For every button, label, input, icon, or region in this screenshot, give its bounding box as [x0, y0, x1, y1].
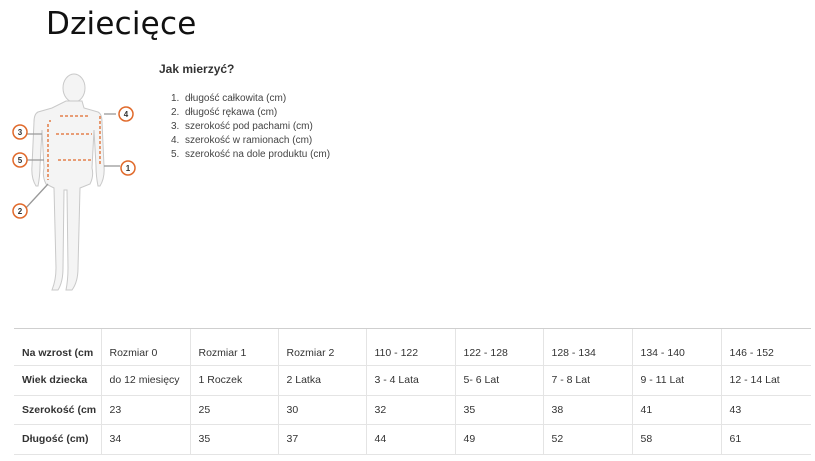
- row-age: [14, 366, 811, 396]
- instructions-list: [159, 92, 330, 162]
- table-cell: 58: [632, 425, 721, 455]
- row-height: [14, 329, 811, 366]
- table-cell: 49: [455, 425, 543, 455]
- table-cell: 110 - 122: [366, 329, 455, 366]
- row-length: [14, 425, 811, 455]
- table-cell: Rozmiar 0: [101, 329, 190, 366]
- table-cell: do 12 miesięcy: [101, 366, 190, 396]
- table-cell: 23: [101, 395, 190, 425]
- table-cell: 25: [190, 395, 278, 425]
- marker-2: [13, 204, 27, 218]
- table-cell: 9 - 11 Lat: [632, 366, 721, 396]
- table-cell: 2 Latka: [278, 366, 366, 396]
- table-cell: 7 - 8 Lat: [543, 366, 632, 396]
- instruction-item: 4. szerokość w ramionach (cm): [171, 135, 313, 146]
- table-cell: 30: [278, 395, 366, 425]
- marker-3: [13, 125, 27, 139]
- table-cell: 5- 6 Lat: [455, 366, 543, 396]
- page-title: Dziecięce: [46, 6, 197, 42]
- svg-text:5: 5: [17, 156, 23, 165]
- table-cell: 43: [721, 395, 811, 425]
- table-cell: 128 - 134: [543, 329, 632, 366]
- table-cell: 35: [455, 395, 543, 425]
- child-silhouette-illustration: [8, 68, 148, 300]
- size-table-container: [14, 328, 811, 455]
- measurement-instructions: [159, 62, 330, 162]
- marker-4: [119, 107, 133, 121]
- table-cell: 32: [366, 395, 455, 425]
- row-header-cell: Szerokość (cm: [14, 395, 101, 425]
- table-cell: 134 - 140: [632, 329, 721, 366]
- table-cell: 52: [543, 425, 632, 455]
- table-cell: 146 - 152: [721, 329, 811, 366]
- marker-5: [13, 153, 27, 167]
- svg-text:2: 2: [17, 207, 23, 216]
- table-cell: 44: [366, 425, 455, 455]
- instruction-item: 2. długość rękawa (cm): [171, 107, 278, 118]
- table-cell: Rozmiar 1: [190, 329, 278, 366]
- instruction-item: 5. szerokość na dole produktu (cm): [171, 149, 331, 160]
- table-cell: 34: [101, 425, 190, 455]
- marker-1: [121, 161, 135, 175]
- table-cell: 3 - 4 Lata: [366, 366, 455, 396]
- row-width: [14, 395, 811, 425]
- instruction-item: 1. długość całkowita (cm): [171, 93, 287, 104]
- table-cell: 1 Roczek: [190, 366, 278, 396]
- instructions-title: Jak mierzyć?: [159, 62, 235, 76]
- table-cell: Rozmiar 2: [278, 329, 366, 366]
- table-cell: 61: [721, 425, 811, 455]
- svg-text:1: 1: [125, 164, 131, 173]
- instruction-item: 3. szerokość pod pachami (cm): [171, 121, 313, 132]
- row-header-cell: Wiek dziecka: [14, 366, 101, 396]
- table-cell: 35: [190, 425, 278, 455]
- row-header-cell: Na wzrost (cm: [14, 329, 101, 366]
- table-cell: 12 - 14 Lat: [721, 366, 811, 396]
- svg-text:4: 4: [123, 110, 129, 119]
- size-table: [14, 329, 811, 455]
- table-cell: 122 - 128: [455, 329, 543, 366]
- row-header-cell: Długość (cm): [14, 425, 101, 455]
- measurement-figure: [8, 68, 148, 300]
- svg-text:3: 3: [17, 128, 23, 137]
- table-cell: 37: [278, 425, 366, 455]
- table-cell: 41: [632, 395, 721, 425]
- table-cell: 38: [543, 395, 632, 425]
